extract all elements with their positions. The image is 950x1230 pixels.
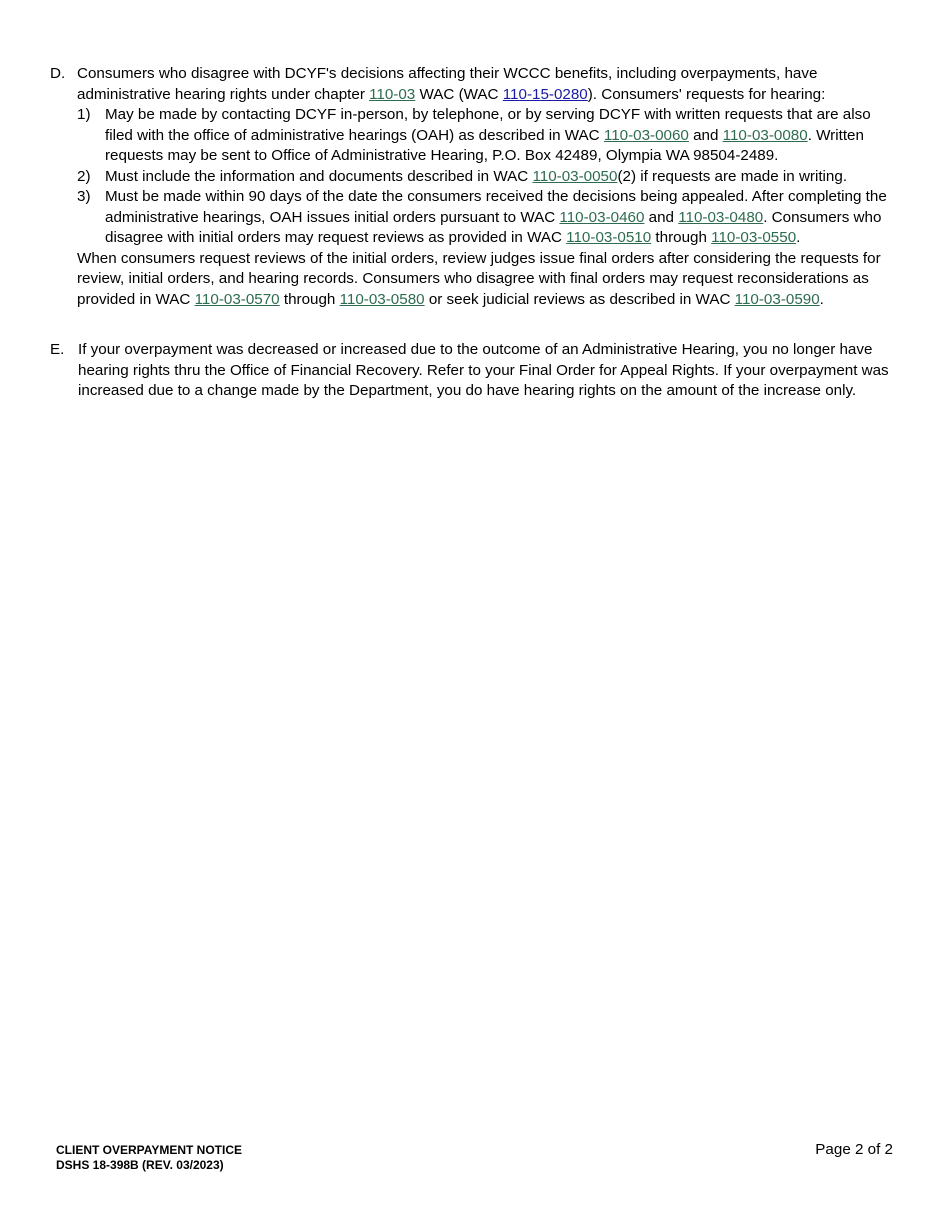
item-text: through	[651, 229, 712, 246]
form-footer	[56, 1143, 242, 1173]
wac-110-03-0570-link[interactable]: 110-03-0570	[194, 290, 280, 308]
section-d	[50, 64, 898, 310]
wac-110-03-0590-link[interactable]: 110-03-0590	[734, 290, 820, 308]
closing-text: When consumers request reviews of the initial orders, review judges issue final orders after considering the requests for review, initial orders, and hearing records. Consumers who disagree with final orders may request reconsiderations as provided in WAC	[77, 249, 881, 308]
page-number: Page 2 of 2	[815, 1141, 893, 1158]
list-item-2	[77, 167, 898, 188]
closing-text: .	[819, 290, 824, 308]
list-item-1	[77, 105, 898, 167]
item-text: (2) if requests are made in writing.	[617, 167, 848, 185]
section-d-marker: D.	[50, 65, 66, 82]
intro-text: Consumers who disagree with DCYF's decisions affecting their WCCC benefits, including overpayments, have administrative hearing rights under chapter	[77, 65, 818, 103]
section-e-text: If your overpayment was decreased or increased due to the outcome of an Administrative Hearing, you no longer have hearing rights thru the Office of Financial Recovery. Refer to your Final Order for Appeal Rights. If your overpayment was increased due to a change made by the Department, you do have hearing rights on the amount of the increase only.	[78, 341, 889, 399]
item-text: Must include the information and documents described in WAC	[105, 167, 533, 185]
section-e	[50, 340, 898, 402]
wac-110-15-0280-link[interactable]: 110-15-0280	[502, 85, 588, 103]
item-text: Must be made within 90 days of the date the consumers received the decisions being appealed. After completing the administrative hearings, OAH issues initial orders pursuant to WAC	[105, 188, 887, 226]
closing-text: through	[279, 290, 340, 308]
form-number: DSHS 18-398B (REV. 03/2023)	[56, 1158, 224, 1172]
item-text: and	[688, 126, 723, 144]
intro-text: ). Consumers' requests for hearing:	[587, 85, 826, 103]
list-number: 1)	[77, 106, 91, 123]
wac-110-03-0060-link[interactable]: 110-03-0060	[603, 126, 689, 144]
section-d-intro	[77, 64, 898, 105]
wac-110-03-0080-link[interactable]: 110-03-0080	[722, 126, 808, 144]
closing-text: or seek judicial reviews as described in WAC	[424, 290, 735, 308]
item-text: May be made by contacting DCYF in-person, by telephone, or by serving DCYF with written requests that are also filed with the office of administrative hearings (OAH) as described in WAC	[105, 106, 871, 144]
list-item-3	[77, 187, 898, 249]
wac-110-03-0510-link[interactable]: 110-03-0510	[566, 229, 652, 246]
list-number: 3)	[77, 188, 91, 205]
form-title: CLIENT OVERPAYMENT NOTICE	[56, 1143, 243, 1157]
item-text: . Consumers who disagree with initial orders may request reviews as provided in WAC	[105, 208, 882, 246]
wac-110-03-0580-link[interactable]: 110-03-0580	[339, 290, 425, 308]
wac-110-03-0550-link[interactable]: 110-03-0550	[711, 229, 797, 246]
section-e-marker: E.	[50, 341, 65, 358]
item-text: . Written requests may be sent to Office of Administrative Hearing, P.O. Box 42489, Olympia WA 98504-2489.	[105, 126, 864, 164]
section-d-closing	[77, 249, 898, 311]
item-text: and	[644, 208, 679, 226]
wac-110-03-0050-link[interactable]: 110-03-0050	[532, 167, 618, 185]
list-number: 2)	[77, 167, 91, 185]
wac-110-03-0480-link[interactable]: 110-03-0480	[678, 208, 764, 226]
wac-chapter-link[interactable]: 110-03	[369, 85, 416, 103]
item-text: .	[796, 229, 801, 246]
intro-text: WAC (WAC	[415, 85, 503, 103]
section-d-body	[77, 64, 898, 310]
wac-110-03-0460-link[interactable]: 110-03-0460	[559, 208, 645, 226]
